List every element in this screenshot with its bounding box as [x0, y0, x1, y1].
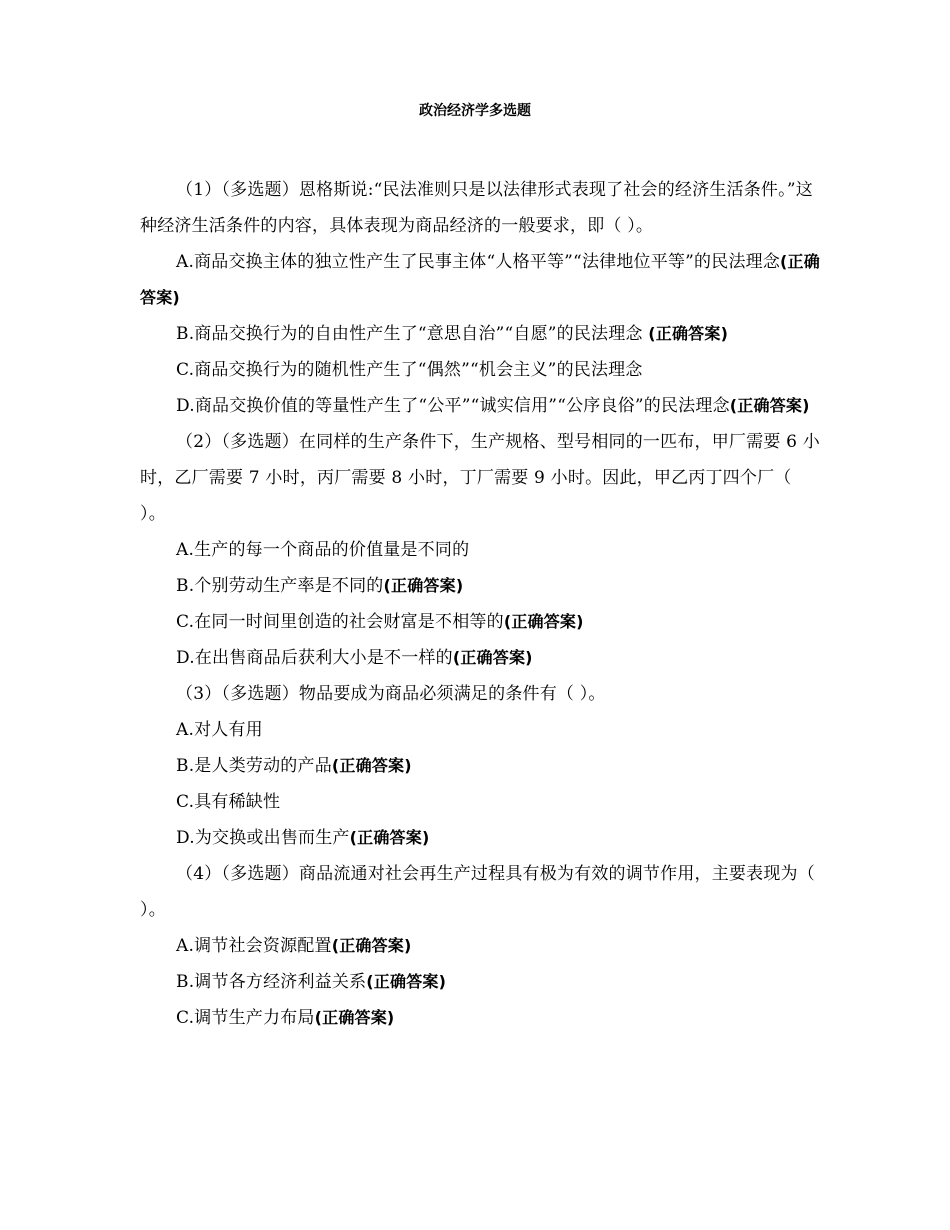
- option-item: [140, 532, 820, 568]
- option-item: [140, 1000, 820, 1036]
- option-text: A.商品交换主体的独立性产生了民事主体“人格平等”“法律地位平等”的民法理念: [176, 252, 781, 272]
- option-item: [140, 784, 820, 820]
- option-item: [140, 712, 820, 748]
- option-text: A.对人有用: [176, 720, 263, 740]
- option-text: B.调节各方经济利益关系: [176, 972, 367, 992]
- option-text: A.调节社会资源配置: [176, 936, 332, 956]
- correct-answer-tag: (正确答案): [729, 396, 810, 415]
- correct-answer-tag: (正确答案): [366, 972, 447, 991]
- option-text: C.调节生产力布局: [176, 1008, 315, 1028]
- option-item: [140, 820, 820, 856]
- correct-answer-tag: (正确答案): [140, 252, 820, 307]
- correct-answer-tag: (正确答案): [452, 648, 533, 667]
- option-item: [140, 964, 820, 1000]
- correct-answer-tag: (正确答案): [503, 612, 584, 631]
- option-item: [140, 568, 820, 604]
- option-text: B.是人类劳动的产品: [176, 756, 332, 776]
- option-text: C.在同一时间里创造的社会财富是不相等的: [176, 612, 504, 632]
- question-stem: （4）（多选题）商品流通对社会再生产过程具有极为有效的调节作用，主要表现为（ ）。: [140, 864, 815, 920]
- document-body: [140, 172, 820, 1036]
- option-item: [140, 316, 820, 352]
- page-title: 政治经济学多选题: [419, 103, 531, 119]
- option-item: [140, 928, 820, 964]
- option-text: D.在出售商品后获利大小是不一样的: [176, 648, 453, 668]
- option-text: D.商品交换价值的等量性产生了“公平”“诚实信用”“公序良俗”的民法理念: [176, 396, 730, 416]
- question-stem: （3）（多选题）物品要成为商品必须满足的条件有（ ）。: [176, 684, 606, 704]
- option-text: C.具有稀缺性: [176, 792, 281, 812]
- correct-answer-tag: (正确答案): [331, 756, 412, 775]
- question-stem: （1）（多选题）恩格斯说:“民法准则只是以法律形式表现了社会的经济生活条件。”这种经济生活条件的内容，具体表现为商品经济的一般要求，即（ ）。: [140, 180, 813, 236]
- correct-answer-tag: (正确答案): [349, 828, 430, 847]
- question-stem: （2）（多选题）在同样的生产条件下，生产规格、型号相同的一匹布，甲厂需要 6 小时，乙厂需要 7 小时，丙厂需要 8 小时，丁厂需要 9 小时。因此，甲乙丙丁四个厂（ ）。: [140, 432, 820, 524]
- option-item: [140, 604, 820, 640]
- option-item: [140, 388, 820, 424]
- option-item: [140, 244, 820, 316]
- option-text: D.为交换或出售而生产: [176, 828, 350, 848]
- option-item: [140, 748, 820, 784]
- option-text: B.商品交换行为的自由性产生了“意思自治”“自愿”的民法理念: [176, 324, 649, 344]
- option-item: [140, 640, 820, 676]
- correct-answer-tag: (正确答案): [648, 324, 729, 343]
- correct-answer-tag: (正确答案): [331, 936, 412, 955]
- correct-answer-tag: (正确答案): [383, 576, 464, 595]
- option-text: A.生产的每一个商品的价值量是不同的: [176, 540, 470, 560]
- option-text: C.商品交换行为的随机性产生了“偶然”“机会主义”的民法理念: [176, 360, 643, 380]
- option-item: [140, 352, 820, 388]
- option-text: B.个别劳动生产率是不同的: [176, 576, 384, 596]
- correct-answer-tag: (正确答案): [314, 1008, 395, 1027]
